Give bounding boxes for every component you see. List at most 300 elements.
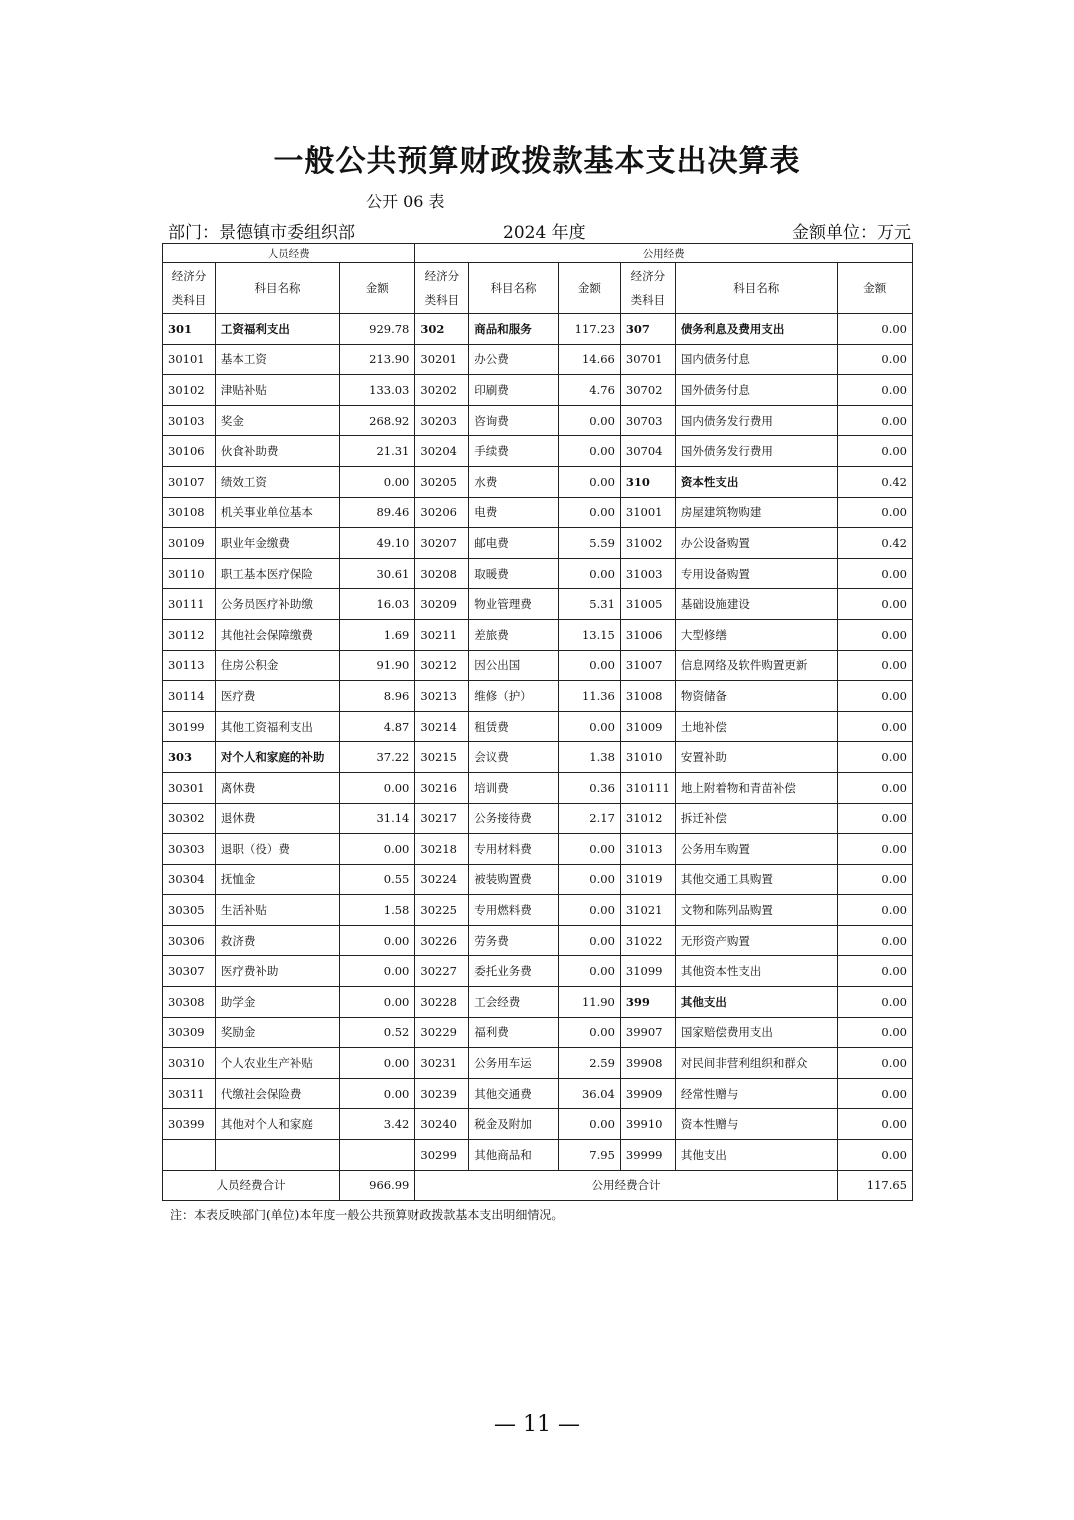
cell-item-name: 电费 <box>469 497 559 528</box>
cell-code: 39999 <box>620 1140 675 1171</box>
table-row <box>163 742 913 773</box>
cell-code: 30114 <box>163 681 216 712</box>
cell-code: 31013 <box>620 834 675 865</box>
table-row <box>163 1140 913 1171</box>
cell-amount: 31.14 <box>340 803 415 834</box>
cell-amount: 0.00 <box>558 834 620 865</box>
col-header-name: 科目名称 <box>675 263 837 314</box>
cell-amount: 0.00 <box>837 589 912 620</box>
cell-item-name: 其他交通工具购置 <box>675 864 837 895</box>
cell-item-name: 离休费 <box>215 772 339 803</box>
cell-code: 30701 <box>620 344 675 375</box>
cell-item-name: 水费 <box>469 466 559 497</box>
table-id: 公开 06 表 <box>366 192 445 211</box>
cell-code: 30201 <box>415 344 469 375</box>
cell-item-name: 生活补贴 <box>215 895 339 926</box>
cell-item-name: 津贴补贴 <box>215 375 339 406</box>
personnel-total-value: 966.99 <box>340 1170 415 1200</box>
cell-item-name: 其他商品和 <box>469 1140 559 1171</box>
expenditure-table <box>162 243 913 1201</box>
cell-amount: 0.00 <box>837 925 912 956</box>
cell-item-name: 经常性赠与 <box>675 1078 837 1109</box>
table-row <box>163 1078 913 1109</box>
cell-amount: 8.96 <box>340 681 415 712</box>
cell-item-name: 工会经费 <box>469 987 559 1018</box>
cell-amount: 1.38 <box>558 742 620 773</box>
cell-code: 30110 <box>163 558 216 589</box>
table-row <box>163 772 913 803</box>
table-row <box>163 589 913 620</box>
cell-amount: 0.00 <box>837 834 912 865</box>
cell-code: 39908 <box>620 1048 675 1079</box>
cell-item-name: 专用材料费 <box>469 834 559 865</box>
cell-amount: 0.00 <box>837 956 912 987</box>
cell-item-name: 大型修缮 <box>675 619 837 650</box>
cell-item-name: 文物和陈列品购置 <box>675 895 837 926</box>
cell-amount: 0.00 <box>837 1078 912 1109</box>
cell-code: 31002 <box>620 528 675 559</box>
cell-item-name: 物资储备 <box>675 681 837 712</box>
cell-item-name <box>215 1140 339 1171</box>
cell-item-name: 房屋建筑物购建 <box>675 497 837 528</box>
cell-amount: 16.03 <box>340 589 415 620</box>
public-total-label: 公用经费合计 <box>415 1170 837 1200</box>
cell-code: 31010 <box>620 742 675 773</box>
cell-code: 399 <box>620 987 675 1018</box>
column-header-row <box>163 263 913 314</box>
col-header-amount: 金额 <box>340 263 415 314</box>
cell-item-name: 其他支出 <box>675 987 837 1018</box>
cell-amount: 0.00 <box>837 436 912 467</box>
cell-code: 30216 <box>415 772 469 803</box>
cell-amount: 0.42 <box>837 528 912 559</box>
cell-amount: 30.61 <box>340 558 415 589</box>
cell-code: 30217 <box>415 803 469 834</box>
cell-code: 31019 <box>620 864 675 895</box>
cell-item-name: 个人农业生产补贴 <box>215 1048 339 1079</box>
cell-code: 310 <box>620 466 675 497</box>
cell-item-name: 咨询费 <box>469 405 559 436</box>
cell-amount: 0.00 <box>837 344 912 375</box>
cell-item-name: 伙食补助费 <box>215 436 339 467</box>
cell-code: 30207 <box>415 528 469 559</box>
cell-amount: 117.23 <box>558 314 620 345</box>
cell-amount: 0.00 <box>837 681 912 712</box>
cell-amount: 0.00 <box>558 405 620 436</box>
table-row <box>163 436 913 467</box>
cell-item-name: 基础设施建设 <box>675 589 837 620</box>
cell-item-name: 职业年金缴费 <box>215 528 339 559</box>
table-row <box>163 1048 913 1079</box>
cell-amount: 21.31 <box>340 436 415 467</box>
cell-code: 30204 <box>415 436 469 467</box>
cell-amount: 0.00 <box>837 1048 912 1079</box>
cell-code: 302 <box>415 314 469 345</box>
cell-amount: 0.00 <box>837 619 912 650</box>
cell-code: 30311 <box>163 1078 216 1109</box>
table-row <box>163 497 913 528</box>
cell-code: 30202 <box>415 375 469 406</box>
cell-item-name: 资本性赠与 <box>675 1109 837 1140</box>
cell-code: 30702 <box>620 375 675 406</box>
cell-code: 30224 <box>415 864 469 895</box>
cell-item-name: 办公费 <box>469 344 559 375</box>
cell-code: 31008 <box>620 681 675 712</box>
cell-item-name: 物业管理费 <box>469 589 559 620</box>
cell-amount: 0.00 <box>558 497 620 528</box>
cell-code: 31099 <box>620 956 675 987</box>
cell-amount: 2.59 <box>558 1048 620 1079</box>
amount-unit: 金额单位：万元 <box>792 223 911 243</box>
cell-code: 30306 <box>163 925 216 956</box>
cell-code: 30111 <box>163 589 216 620</box>
cell-amount: 0.00 <box>837 558 912 589</box>
department-label: 部门：景德镇市委组织部 <box>168 223 355 243</box>
cell-item-name: 培训费 <box>469 772 559 803</box>
cell-amount: 1.58 <box>340 895 415 926</box>
cell-item-name: 国外债务发行费用 <box>675 436 837 467</box>
cell-item-name: 对个人和家庭的补助 <box>215 742 339 773</box>
cell-code: 31001 <box>620 497 675 528</box>
cell-amount: 36.04 <box>558 1078 620 1109</box>
cell-item-name: 劳务费 <box>469 925 559 956</box>
cell-code: 30109 <box>163 528 216 559</box>
cell-amount: 0.00 <box>558 925 620 956</box>
personnel-total-label: 人员经费合计 <box>163 1170 340 1200</box>
cell-item-name: 奖金 <box>215 405 339 436</box>
cell-item-name: 抚恤金 <box>215 864 339 895</box>
cell-amount: 0.00 <box>558 1017 620 1048</box>
col-header-amount: 金额 <box>837 263 912 314</box>
cell-amount: 0.00 <box>340 1078 415 1109</box>
cell-code: 30199 <box>163 711 216 742</box>
cell-item-name: 资本性支出 <box>675 466 837 497</box>
cell-amount: 0.55 <box>340 864 415 895</box>
cell-code: 30239 <box>415 1078 469 1109</box>
cell-item-name: 其他资本性支出 <box>675 956 837 987</box>
cell-code: 30206 <box>415 497 469 528</box>
cell-code <box>163 1140 216 1171</box>
cell-amount: 1.69 <box>340 619 415 650</box>
cell-item-name: 专用设备购置 <box>675 558 837 589</box>
cell-amount: 0.00 <box>837 772 912 803</box>
cell-item-name: 会议费 <box>469 742 559 773</box>
public-group-header: 公用经费 <box>415 244 913 263</box>
cell-code: 30302 <box>163 803 216 834</box>
cell-amount: 0.00 <box>340 925 415 956</box>
cell-item-name: 福利费 <box>469 1017 559 1048</box>
col-header-name: 科目名称 <box>469 263 559 314</box>
cell-code: 39910 <box>620 1109 675 1140</box>
cell-code: 30231 <box>415 1048 469 1079</box>
cell-item-name: 住房公积金 <box>215 650 339 681</box>
cell-code: 30113 <box>163 650 216 681</box>
cell-item-name: 维修（护） <box>469 681 559 712</box>
cell-code: 30305 <box>163 895 216 926</box>
cell-amount: 0.00 <box>558 650 620 681</box>
cell-item-name: 公务接待费 <box>469 803 559 834</box>
cell-code: 30310 <box>163 1048 216 1079</box>
table-row <box>163 925 913 956</box>
cell-code: 30307 <box>163 956 216 987</box>
page-title: 一般公共预算财政拨款基本支出决算表 <box>273 144 801 179</box>
cell-code: 39907 <box>620 1017 675 1048</box>
cell-code: 31009 <box>620 711 675 742</box>
cell-code: 31007 <box>620 650 675 681</box>
cell-amount: 0.00 <box>558 1109 620 1140</box>
cell-code: 30226 <box>415 925 469 956</box>
cell-amount: 0.00 <box>558 466 620 497</box>
cell-amount: 14.66 <box>558 344 620 375</box>
cell-code: 30228 <box>415 987 469 1018</box>
cell-item-name: 救济费 <box>215 925 339 956</box>
table-row <box>163 405 913 436</box>
table-row <box>163 834 913 865</box>
cell-code: 30299 <box>415 1140 469 1171</box>
cell-amount: 929.78 <box>340 314 415 345</box>
cell-amount: 213.90 <box>340 344 415 375</box>
cell-code: 30101 <box>163 344 216 375</box>
col-header-code: 经济分类科目 <box>163 263 216 314</box>
cell-code: 303 <box>163 742 216 773</box>
cell-item-name: 税金及附加 <box>469 1109 559 1140</box>
cell-item-name: 无形资产购置 <box>675 925 837 956</box>
cell-code: 30309 <box>163 1017 216 1048</box>
cell-item-name: 安置补助 <box>675 742 837 773</box>
cell-item-name: 债务利息及费用支出 <box>675 314 837 345</box>
public-total-value: 117.65 <box>837 1170 912 1200</box>
cell-amount: 11.36 <box>558 681 620 712</box>
cell-code: 30214 <box>415 711 469 742</box>
cell-amount: 268.92 <box>340 405 415 436</box>
cell-amount: 4.76 <box>558 375 620 406</box>
table-row <box>163 681 913 712</box>
cell-amount: 2.17 <box>558 803 620 834</box>
cell-item-name: 邮电费 <box>469 528 559 559</box>
cell-code: 30303 <box>163 834 216 865</box>
cell-item-name: 医疗费补助 <box>215 956 339 987</box>
cell-code: 31021 <box>620 895 675 926</box>
cell-code: 30301 <box>163 772 216 803</box>
table-row <box>163 987 913 1018</box>
cell-code: 30106 <box>163 436 216 467</box>
cell-item-name: 取暖费 <box>469 558 559 589</box>
table-row <box>163 314 913 345</box>
cell-amount: 11.90 <box>558 987 620 1018</box>
cell-code: 30103 <box>163 405 216 436</box>
cell-code: 30108 <box>163 497 216 528</box>
cell-code: 30205 <box>415 466 469 497</box>
table-row <box>163 344 913 375</box>
cell-amount: 0.00 <box>837 1017 912 1048</box>
cell-amount: 0.00 <box>837 742 912 773</box>
table-row <box>163 895 913 926</box>
table-row <box>163 803 913 834</box>
col-header-amount: 金额 <box>558 263 620 314</box>
cell-amount: 3.42 <box>340 1109 415 1140</box>
cell-item-name: 机关事业单位基本 <box>215 497 339 528</box>
cell-amount: 0.00 <box>837 375 912 406</box>
cell-amount: 0.00 <box>340 956 415 987</box>
cell-amount: 0.00 <box>837 497 912 528</box>
cell-item-name: 其他支出 <box>675 1140 837 1171</box>
col-header-code: 经济分类科目 <box>415 263 469 314</box>
cell-amount: 0.00 <box>340 1048 415 1079</box>
table-row <box>163 711 913 742</box>
cell-amount: 0.42 <box>837 466 912 497</box>
cell-item-name: 国内债务付息 <box>675 344 837 375</box>
cell-item-name: 土地补偿 <box>675 711 837 742</box>
cell-item-name: 国家赔偿费用支出 <box>675 1017 837 1048</box>
table-row <box>163 1109 913 1140</box>
cell-item-name: 退职（役）费 <box>215 834 339 865</box>
cell-amount: 0.00 <box>837 864 912 895</box>
cell-amount: 89.46 <box>340 497 415 528</box>
cell-item-name: 差旅费 <box>469 619 559 650</box>
cell-amount: 0.00 <box>558 436 620 467</box>
cell-amount: 0.52 <box>340 1017 415 1048</box>
cell-item-name: 退休费 <box>215 803 339 834</box>
cell-code: 30218 <box>415 834 469 865</box>
cell-item-name: 地上附着物和青苗补偿 <box>675 772 837 803</box>
cell-code: 30211 <box>415 619 469 650</box>
cell-item-name: 对民间非营利组织和群众 <box>675 1048 837 1079</box>
cell-amount: 0.00 <box>837 1140 912 1171</box>
table-row <box>163 864 913 895</box>
cell-amount: 0.00 <box>340 772 415 803</box>
cell-code: 31003 <box>620 558 675 589</box>
cell-item-name: 其他对个人和家庭 <box>215 1109 339 1140</box>
cell-item-name: 租赁费 <box>469 711 559 742</box>
cell-code: 30107 <box>163 466 216 497</box>
cell-amount: 0.00 <box>837 711 912 742</box>
cell-amount: 0.00 <box>837 1109 912 1140</box>
cell-amount: 0.00 <box>837 803 912 834</box>
col-header-code: 经济分类科目 <box>620 263 675 314</box>
cell-amount: 0.00 <box>558 864 620 895</box>
cell-item-name: 工资福利支出 <box>215 314 339 345</box>
cell-amount: 0.00 <box>837 650 912 681</box>
cell-code: 30227 <box>415 956 469 987</box>
table-row <box>163 1017 913 1048</box>
cell-amount: 0.00 <box>558 711 620 742</box>
cell-amount: 0.00 <box>558 956 620 987</box>
cell-amount: 0.00 <box>837 405 912 436</box>
cell-code: 30308 <box>163 987 216 1018</box>
cell-amount <box>340 1140 415 1171</box>
cell-item-name: 印刷费 <box>469 375 559 406</box>
cell-amount: 91.90 <box>340 650 415 681</box>
cell-code: 30112 <box>163 619 216 650</box>
cell-code: 30304 <box>163 864 216 895</box>
cell-code: 30703 <box>620 405 675 436</box>
cell-amount: 0.36 <box>558 772 620 803</box>
cell-item-name: 奖励金 <box>215 1017 339 1048</box>
cell-code: 31022 <box>620 925 675 956</box>
totals-row <box>163 1170 913 1200</box>
cell-code: 30102 <box>163 375 216 406</box>
cell-code: 30208 <box>415 558 469 589</box>
cell-code: 30215 <box>415 742 469 773</box>
cell-code: 31005 <box>620 589 675 620</box>
cell-code: 30399 <box>163 1109 216 1140</box>
cell-item-name: 拆迁补偿 <box>675 803 837 834</box>
personnel-group-header: 人员经费 <box>163 244 415 263</box>
cell-item-name: 公务员医疗补助缴 <box>215 589 339 620</box>
cell-item-name: 基本工资 <box>215 344 339 375</box>
table-row <box>163 956 913 987</box>
cell-code: 30704 <box>620 436 675 467</box>
fiscal-year: 2024 年度 <box>503 223 586 243</box>
cell-item-name: 因公出国 <box>469 650 559 681</box>
cell-item-name: 助学金 <box>215 987 339 1018</box>
cell-item-name: 其他社会保障缴费 <box>215 619 339 650</box>
cell-code: 301 <box>163 314 216 345</box>
cell-amount: 0.00 <box>558 895 620 926</box>
cell-code: 39909 <box>620 1078 675 1109</box>
cell-item-name: 职工基本医疗保险 <box>215 558 339 589</box>
table-note: 注：本表反映部门(单位)本年度一般公共预算财政拨款基本支出明细情况。 <box>170 1208 564 1222</box>
cell-item-name: 委托业务费 <box>469 956 559 987</box>
page-number: — 11 — <box>494 1412 580 1437</box>
table-row <box>163 619 913 650</box>
cell-amount: 0.00 <box>340 987 415 1018</box>
table-row <box>163 558 913 589</box>
cell-item-name: 国内债务发行费用 <box>675 405 837 436</box>
cell-code: 31006 <box>620 619 675 650</box>
cell-amount: 0.00 <box>837 987 912 1018</box>
cell-code: 30209 <box>415 589 469 620</box>
cell-item-name: 国外债务付息 <box>675 375 837 406</box>
cell-item-name: 被装购置费 <box>469 864 559 895</box>
col-header-name: 科目名称 <box>215 263 339 314</box>
cell-item-name: 办公设备购置 <box>675 528 837 559</box>
table-row <box>163 466 913 497</box>
cell-code: 30229 <box>415 1017 469 1048</box>
cell-amount: 7.95 <box>558 1140 620 1171</box>
cell-code: 30225 <box>415 895 469 926</box>
cell-amount: 133.03 <box>340 375 415 406</box>
cell-code: 30213 <box>415 681 469 712</box>
cell-amount: 13.15 <box>558 619 620 650</box>
cell-amount: 4.87 <box>340 711 415 742</box>
cell-amount: 49.10 <box>340 528 415 559</box>
cell-amount: 0.00 <box>340 466 415 497</box>
cell-code: 307 <box>620 314 675 345</box>
cell-amount: 0.00 <box>558 558 620 589</box>
table-row <box>163 650 913 681</box>
cell-amount: 37.22 <box>340 742 415 773</box>
cell-amount: 5.31 <box>558 589 620 620</box>
cell-code: 30203 <box>415 405 469 436</box>
cell-code: 31012 <box>620 803 675 834</box>
cell-item-name: 代缴社会保险费 <box>215 1078 339 1109</box>
cell-item-name: 专用燃料费 <box>469 895 559 926</box>
cell-code: 310111 <box>620 772 675 803</box>
cell-item-name: 其他工资福利支出 <box>215 711 339 742</box>
cell-code: 30212 <box>415 650 469 681</box>
cell-amount: 0.00 <box>837 314 912 345</box>
cell-item-name: 公务用车购置 <box>675 834 837 865</box>
cell-item-name: 手续费 <box>469 436 559 467</box>
cell-item-name: 商品和服务 <box>469 314 559 345</box>
cell-amount: 5.59 <box>558 528 620 559</box>
table-row <box>163 375 913 406</box>
cell-amount: 0.00 <box>340 834 415 865</box>
cell-code: 30240 <box>415 1109 469 1140</box>
cell-item-name: 医疗费 <box>215 681 339 712</box>
cell-amount: 0.00 <box>837 895 912 926</box>
